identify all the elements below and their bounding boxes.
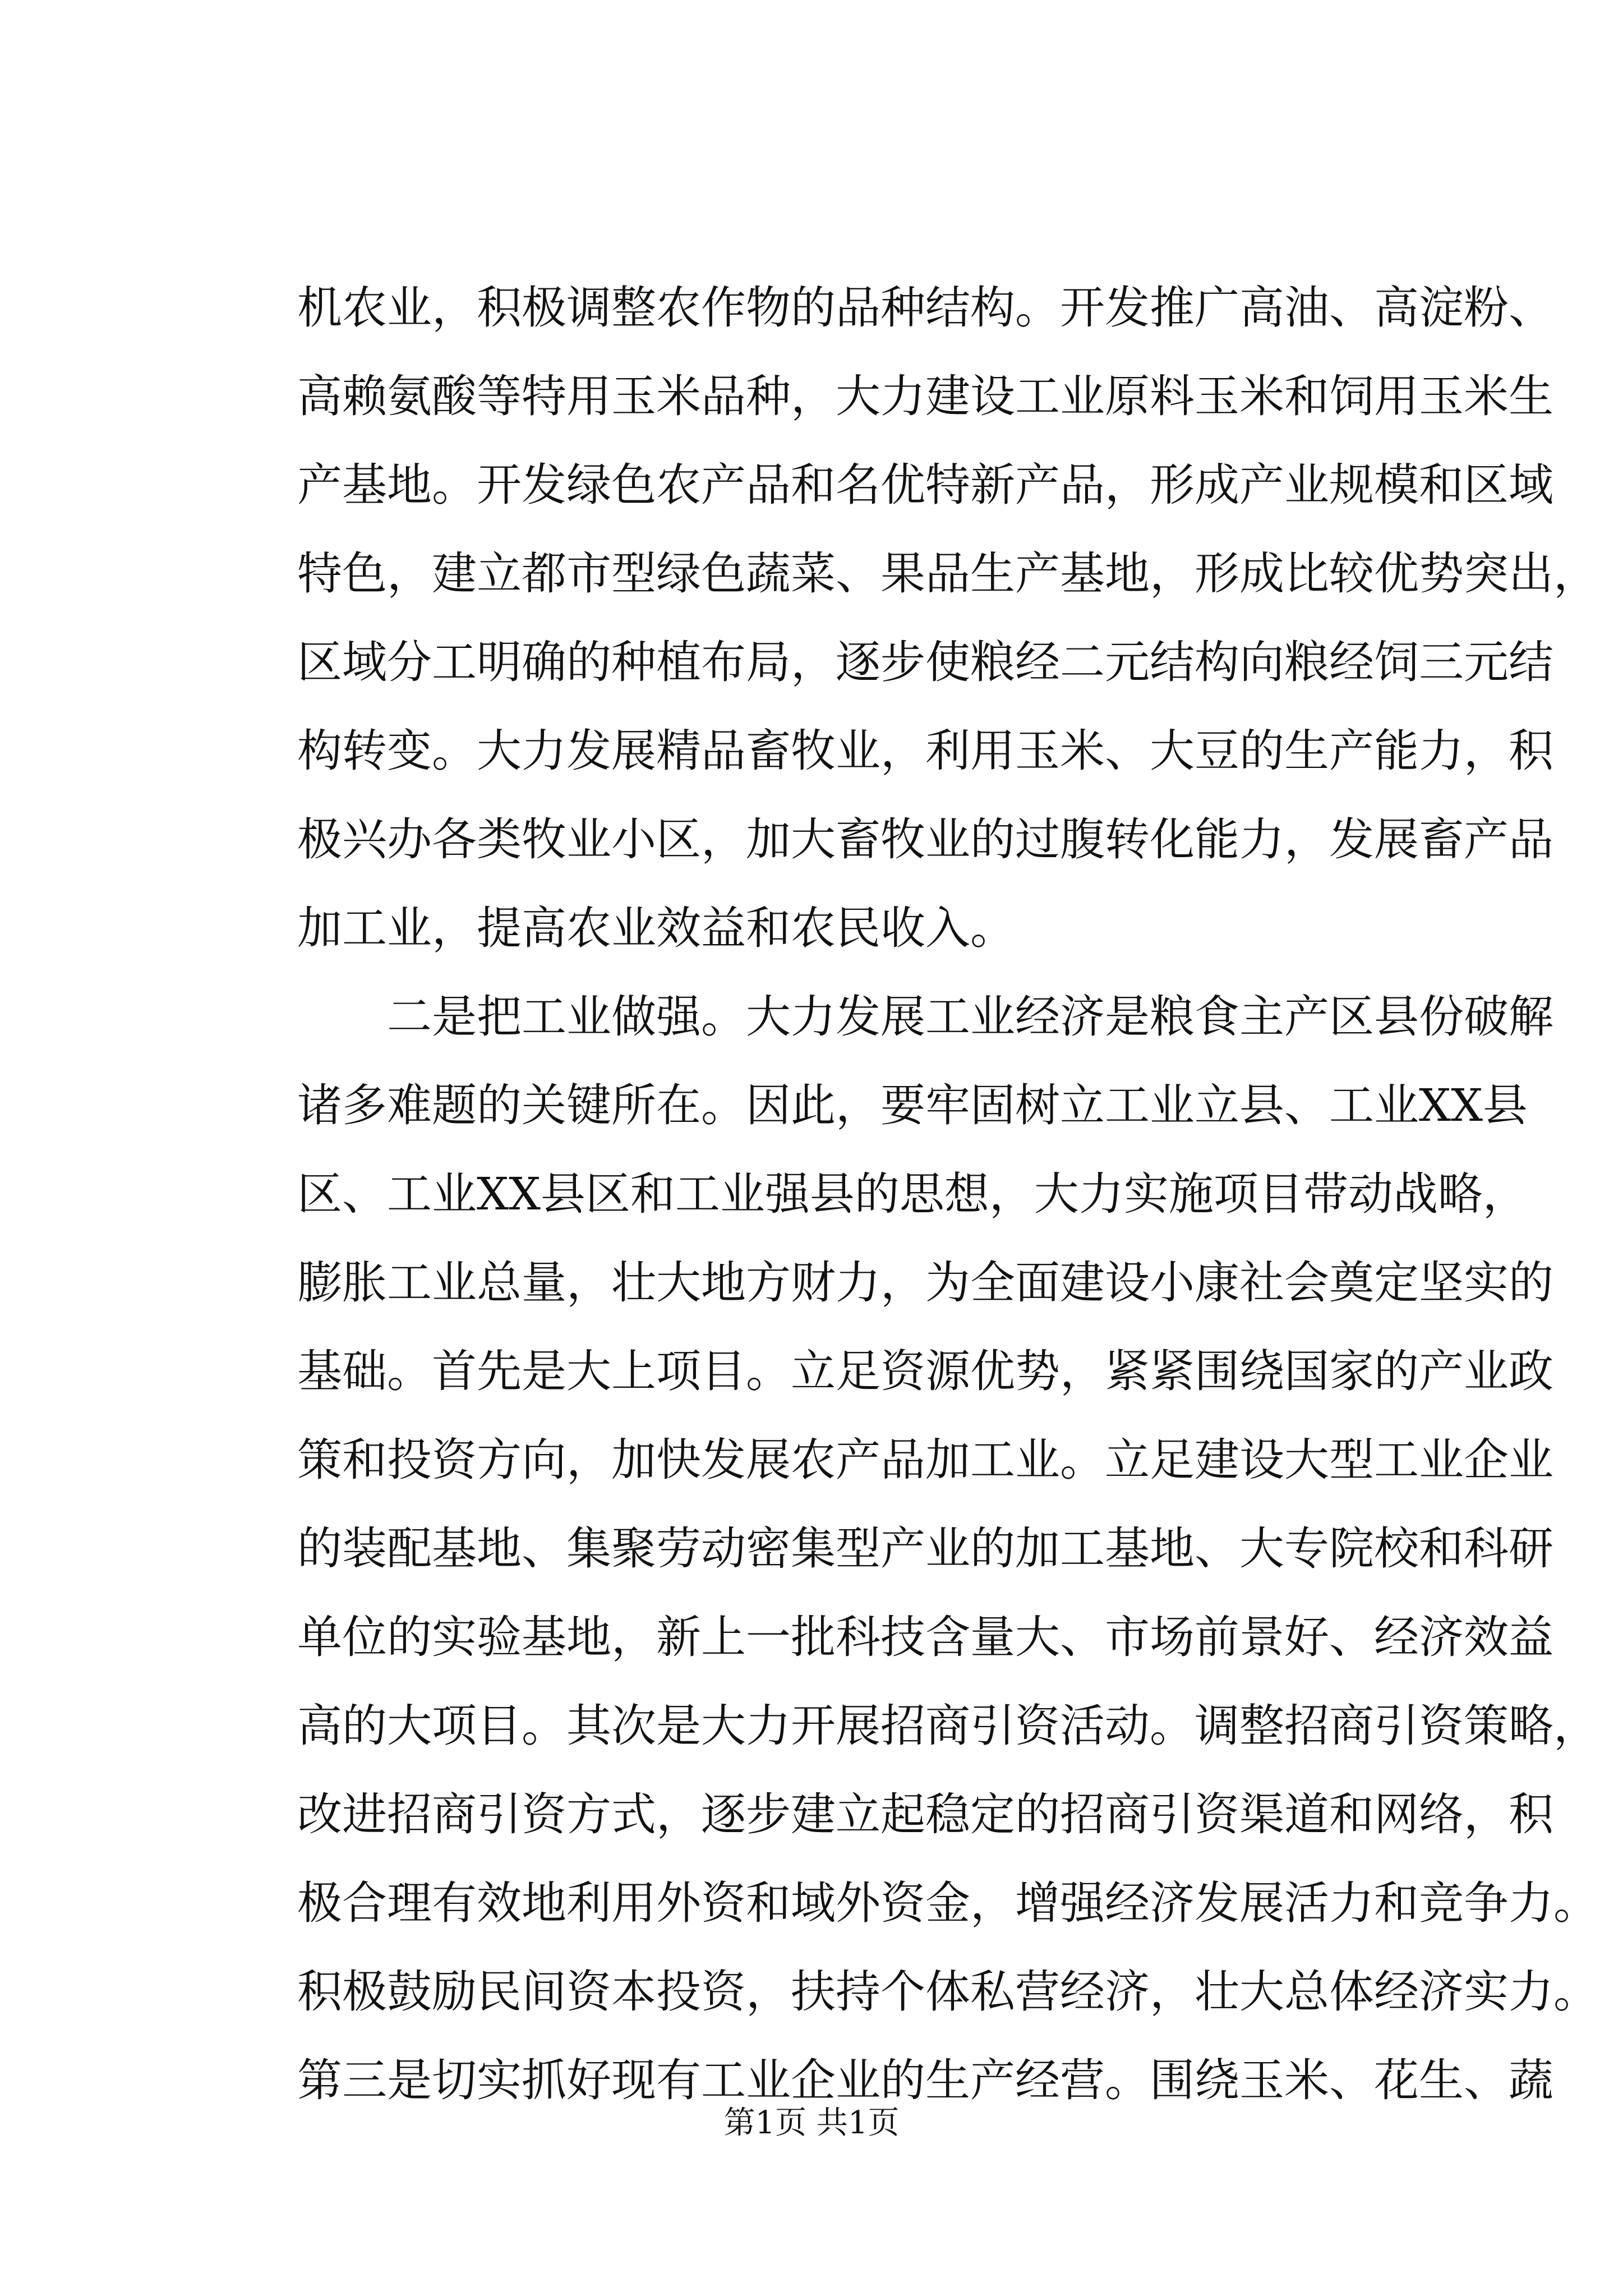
page-number-footer: 第1页 共1页 xyxy=(723,2105,900,2141)
text-line: 极兴办各类牧业小区，加大畜牧业的过腹转化能力，发展畜产品 xyxy=(297,813,1553,866)
text-line: 特色，建立都市型绿色蔬菜、果品生产基地，形成比较优势突出， xyxy=(297,547,1598,600)
text-line: 区、工业XX县区和工业强县的思想，大力实施项目带动战略， xyxy=(297,1168,1528,1220)
text-line: 产基地。开发绿色农产品和名优特新产品，形成产业规模和区域 xyxy=(297,459,1553,511)
text-line: 高赖氨酸等特用玉米品种，大力建设工业原料玉米和饲用玉米生 xyxy=(297,370,1553,422)
text-line: 高的大项目。其次是大力开展招商引资活动。调整招商引资策略， xyxy=(297,1700,1598,1752)
text-line: 策和投资方向，加快发展农产品加工业。立足建设大型工业企业 xyxy=(297,1434,1553,1486)
text-line: 极合理有效地利用外资和域外资金，增强经济发展活力和竞争力。 xyxy=(297,1877,1598,1929)
text-line: 构转变。大力发展精品畜牧业，利用玉米、大豆的生产能力，积 xyxy=(297,725,1553,777)
text-line: 加工业，提高农业效益和农民收入。 xyxy=(297,902,1015,954)
text-line: 膨胀工业总量，壮大地方财力，为全面建设小康社会奠定坚实的 xyxy=(297,1257,1553,1309)
text-line: 的装配基地、集聚劳动密集型产业的加工基地、大专院校和科研 xyxy=(297,1522,1553,1575)
text-line: 诸多难题的关键所在。因此，要牢固树立工业立县、工业XX县 xyxy=(297,1079,1528,1131)
body-text xyxy=(297,264,1598,2125)
text-line: 单位的实验基地，新上一批科技含量大、市场前景好、经济效益 xyxy=(297,1611,1553,1663)
text-line: 第三是切实抓好现有工业企业的生产经营。围绕玉米、花生、蔬 xyxy=(297,2054,1553,2106)
text-line: 积极鼓励民间资本投资，扶持个体私营经济，壮大总体经济实力。 xyxy=(297,1966,1598,2018)
text-line: 机农业，积极调整农作物的品种结构。开发推广高油、高淀粉、 xyxy=(297,282,1553,334)
text-line: 区域分工明确的种植布局，逐步使粮经二元结构向粮经饲三元结 xyxy=(297,636,1553,688)
text-line: 基础。首先是大上项目。立足资源优势，紧紧围绕国家的产业政 xyxy=(297,1345,1553,1397)
text-line: 改进招商引资方式，逐步建立起稳定的招商引资渠道和网络，积 xyxy=(297,1788,1553,1841)
paragraph-first-line: 二是把工业做强。大力发展工业经济是粮食主产区县份破解 xyxy=(387,991,1553,1043)
